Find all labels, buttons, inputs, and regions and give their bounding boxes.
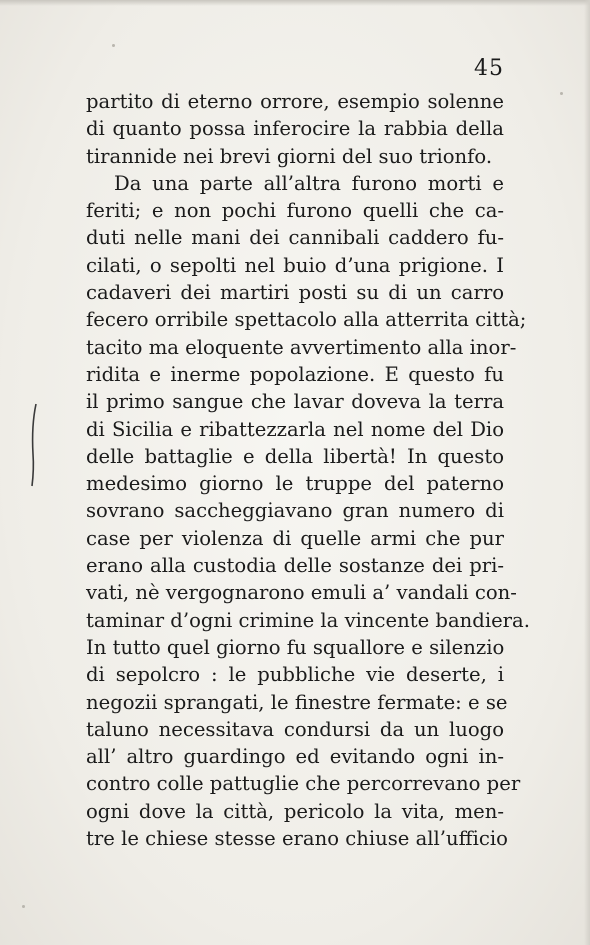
- text-line: fecero orribile spettacolo alla atterrita città;: [86, 308, 527, 332]
- body-text: [86, 88, 530, 852]
- page-number: 45: [474, 56, 504, 81]
- text-line: taminar d’ogni crimine la vincente bandiera.: [86, 608, 530, 632]
- paper-speck: [112, 44, 115, 47]
- text-line: ogni dove la città, pericolo la vita, men-: [86, 799, 504, 823]
- page-right-shadow: [584, 0, 590, 945]
- text-line: In tutto quel giorno fu squallore e silenzio: [86, 635, 505, 659]
- text-line: tirannide nei brevi giorni del suo trionfo.: [86, 144, 493, 168]
- text-line: all’ altro guardingo ed evitando ogni in-: [86, 745, 504, 769]
- text-line: medesimo giorno le truppe del paterno: [86, 472, 504, 496]
- text-line: cadaveri dei martiri posti su di un carro: [86, 281, 504, 305]
- text-line: negozii sprangati, le finestre fermate: e se: [86, 690, 508, 714]
- text-line: duti nelle mani dei cannibali caddero fu-: [86, 226, 504, 250]
- text-line: tre le chiese stesse erano chiuse all’ufficio: [86, 827, 508, 851]
- paper-speck: [22, 905, 25, 908]
- text-line: delle battaglie e della libertà! In questo: [86, 444, 504, 468]
- text-line: feriti; e non pochi furono quelli che ca-: [86, 199, 504, 223]
- text-line: il primo sangue che lavar doveva la terra: [86, 390, 504, 414]
- text-line: case per violenza di quelle armi che pur: [86, 526, 504, 550]
- page-top-shadow: [0, 0, 590, 6]
- text-line: Da una parte all’altra furono morti e: [114, 171, 504, 195]
- text-line: cilati, o sepolti nel buio d’una prigione. I: [86, 253, 504, 277]
- text-line: sovrano saccheggiavano gran numero di: [86, 499, 504, 523]
- text-line: partito di eterno orrore, esempio solenne: [86, 90, 504, 113]
- paper-speck: [560, 92, 563, 95]
- text-line: taluno necessitava condursi da un luogo: [86, 717, 504, 741]
- text-line: vati, nè vergognarono emuli a’ vandali con-: [86, 581, 517, 605]
- text-line: erano alla custodia delle sostanze dei pri-: [86, 554, 504, 578]
- text-line: ridita e inerme popolazione. E questo fu: [86, 362, 504, 386]
- text-line: contro colle pattuglie che percorrevano per: [86, 772, 521, 796]
- text-line: di quanto possa inferocire la rabbia della: [86, 117, 504, 141]
- text-line: di sepolcro : le pubbliche vie deserte, i: [86, 663, 504, 687]
- text-line: tacito ma eloquente avvertimento alla inor-: [86, 335, 517, 359]
- text-line: di Sicilia e ribattezzarla nel nome del Dio: [86, 417, 504, 441]
- margin-pencil-mark: [30, 402, 38, 488]
